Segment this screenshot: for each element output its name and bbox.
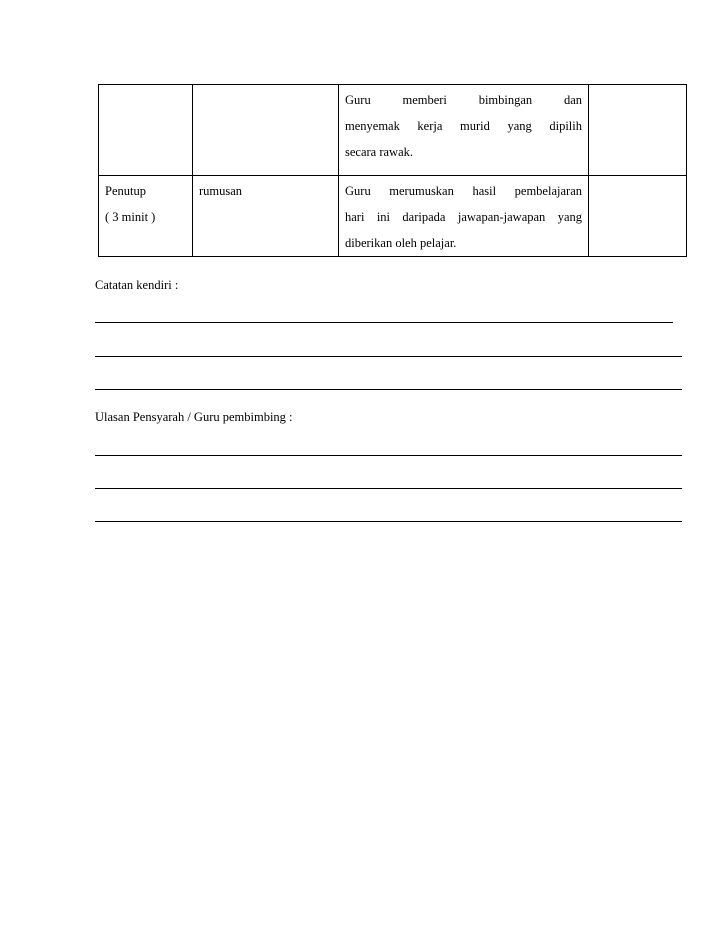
activity-line: secara rawak.: [345, 145, 414, 159]
lesson-plan-table: [98, 84, 687, 257]
table-cell-content: [193, 85, 339, 176]
ulasan-label: Ulasan Pensyarah / Guru pembimbing :: [95, 410, 293, 424]
activity-line: Guru merumuskan hasil pembelajaran: [345, 184, 582, 198]
phase-line: ( 3 minit ): [105, 210, 156, 224]
activity-line: hari ini daripada jawapan-jawapan yang: [345, 210, 582, 224]
table-cell-notes: [589, 176, 687, 257]
phase-line: Penutup: [105, 184, 146, 198]
activity-line: diberikan oleh pelajar.: [345, 236, 457, 250]
table-cell-notes: [589, 85, 687, 176]
catatan-line-2[interactable]: [95, 356, 682, 357]
catatan-line-3[interactable]: [95, 389, 682, 390]
ulasan-line-2[interactable]: [95, 488, 682, 489]
table-cell-phase: [99, 176, 193, 257]
catatan-line-1[interactable]: [95, 322, 673, 323]
table-cell-content: rumusan: [193, 176, 339, 257]
ulasan-line-3[interactable]: [95, 521, 682, 522]
table-row: [99, 176, 687, 257]
activity-line: Guru memberi bimbingan dan: [345, 93, 582, 107]
table-cell-activity: [339, 85, 589, 176]
table-cell-phase: [99, 85, 193, 176]
activity-line: menyemak kerja murid yang dipilih: [345, 119, 582, 133]
ulasan-line-1[interactable]: [95, 455, 682, 456]
catatan-label: Catatan kendiri :: [95, 278, 179, 292]
table-row: [99, 85, 687, 176]
table-cell-activity: [339, 176, 589, 257]
